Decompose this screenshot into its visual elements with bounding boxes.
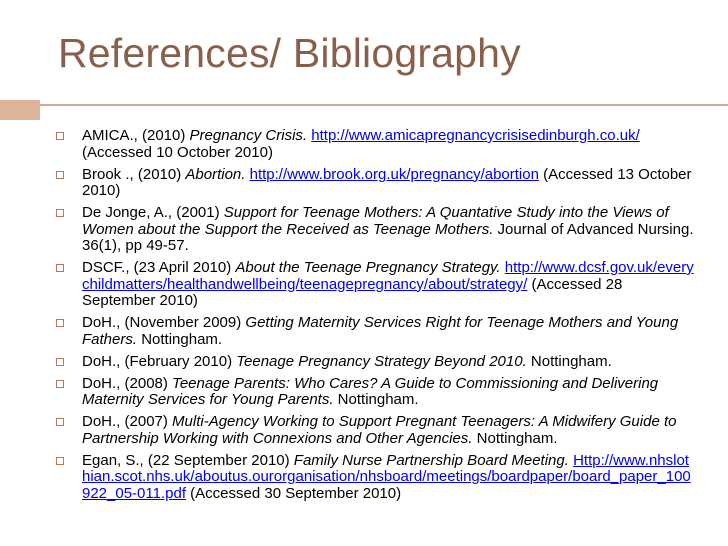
reference-title: Pregnancy Crisis. bbox=[189, 127, 308, 144]
reference-item bbox=[56, 354, 696, 371]
reference-item bbox=[56, 453, 696, 503]
reference-link[interactable]: http://www.amicapregnancycrisisedinburgh.co.uk/ bbox=[311, 127, 640, 144]
reference-item bbox=[56, 315, 696, 348]
reference-title: Support for Teenage Mothers: A Quantative Study into the Views of Women about the Support the Received as Teenage Mothers. bbox=[82, 204, 669, 238]
reference-accessed: (Accessed 13 October 2010) bbox=[82, 165, 692, 199]
reference-author-date: DoH., (2007) bbox=[82, 413, 173, 430]
reference-title: Teenage Parents: Who Cares? A Guide to Commissioning and Delivering Maternity Services for Young Parents. bbox=[82, 374, 659, 408]
reference-author-date: DSCF., (23 April 2010) bbox=[82, 259, 236, 276]
bullet-icon bbox=[56, 457, 64, 465]
reference-author-date: De Jonge, A., (2001) bbox=[82, 204, 224, 221]
reference-title: Getting Maternity Services Right for Teenage Mothers and Young Fathers. bbox=[82, 314, 679, 348]
slide-title: References/ Bibliography bbox=[58, 30, 521, 76]
title-accent-block bbox=[0, 100, 40, 120]
reference-accessed: (Accessed 30 September 2010) bbox=[185, 484, 402, 502]
reference-item bbox=[56, 260, 696, 310]
bullet-icon bbox=[56, 418, 64, 426]
bullet-icon bbox=[56, 209, 64, 217]
reference-item bbox=[56, 414, 696, 447]
reference-title: Teenage Pregnancy Strategy Beyond 2010. bbox=[236, 352, 527, 370]
reference-item bbox=[56, 128, 696, 161]
reference-list bbox=[56, 128, 696, 508]
reference-author-date: DoH., (February 2010) bbox=[82, 352, 237, 370]
bullet-icon bbox=[56, 380, 64, 388]
reference-source: Nottingham. bbox=[137, 330, 223, 348]
reference-source: Nottingham. bbox=[472, 429, 558, 447]
reference-author-date: Brook ., (2010) bbox=[82, 165, 186, 183]
reference-title: Family Nurse Partnership Board Meeting. bbox=[293, 451, 569, 469]
reference-author-date: DoH., (November 2009) bbox=[82, 314, 246, 331]
reference-source: Journal of Advanced Nursing. 36(1), pp 49-57. bbox=[82, 220, 694, 254]
reference-accessed: (Accessed 10 October 2010) bbox=[82, 143, 273, 161]
title-divider bbox=[40, 104, 728, 106]
reference-link[interactable]: http://www.brook.org.uk/pregnancy/abortion bbox=[249, 165, 539, 183]
bullet-icon bbox=[56, 132, 64, 140]
reference-link[interactable]: Http://www.nhslothian.scot.nhs.uk/aboutus.ourorganisation/nhsboard/meetings/boardpaper/board_paper_100922_05-011.pdf bbox=[82, 451, 691, 502]
reference-author-date: AMICA., (2010) bbox=[82, 127, 190, 144]
bullet-icon bbox=[56, 319, 64, 327]
reference-item bbox=[56, 167, 696, 200]
reference-title: Multi-Agency Working to Support Pregnant Teenagers: A Midwifery Guide to Partnership Working with Connexions and Other Agencies. bbox=[82, 413, 677, 447]
reference-title: Abortion. bbox=[185, 165, 246, 183]
bullet-icon bbox=[56, 264, 64, 272]
reference-link[interactable]: http://www.dcsf.gov.uk/everychildmatters/healthandwellbeing/teenagepregnancy/about/strategy/ bbox=[82, 259, 694, 293]
bullet-icon bbox=[56, 171, 64, 179]
reference-source: Nottingham. bbox=[526, 352, 612, 370]
reference-author-date: Egan, S., (22 September 2010) bbox=[82, 451, 294, 469]
reference-item bbox=[56, 376, 696, 409]
reference-author-date: DoH., (2008) bbox=[82, 374, 173, 392]
reference-title: About the Teenage Pregnancy Strategy. bbox=[235, 259, 501, 276]
reference-accessed: (Accessed 28 September 2010) bbox=[82, 275, 623, 309]
reference-source: Nottingham. bbox=[333, 391, 419, 408]
bullet-icon bbox=[56, 358, 64, 366]
reference-item bbox=[56, 205, 696, 255]
